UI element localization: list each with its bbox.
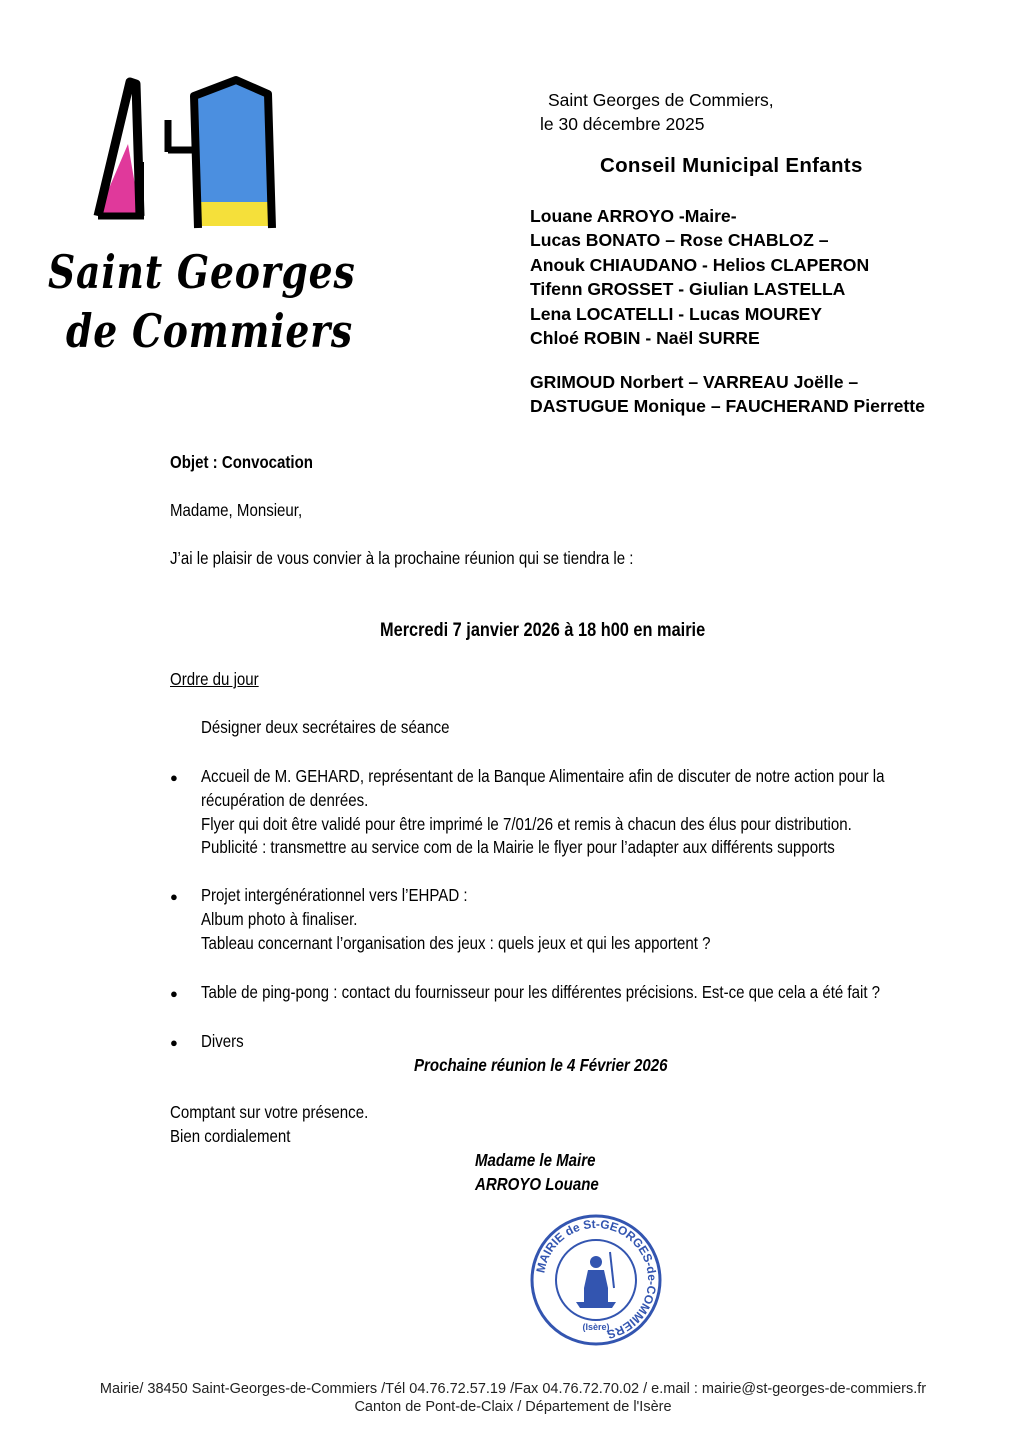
meeting-date: Mercredi 7 janvier 2026 à 18 h00 en mairie — [380, 620, 706, 641]
agenda-line: Publicité : transmettre au service com de la Mairie le flyer pour l’adapter aux différents supports — [201, 837, 835, 857]
bullet-icon: ● — [170, 986, 178, 1001]
stamp-text: MAIRIE de St-GEORGES-de-COMMIERS — [533, 1216, 660, 1342]
footer-contact: Mairie/ 38450 Saint-Georges-de-Commiers /Tél 04.76.72.57.19 /Fax 04.76.72.70.02 / e.mail : mairie@st-georges-de-commiers.fr — [99, 1381, 927, 1397]
logo-blue-shape — [196, 82, 268, 204]
letter-object: Objet : Convocation — [170, 452, 313, 472]
stamp-graphic — [528, 1212, 664, 1348]
stamp-figure — [576, 1252, 616, 1308]
letter-intro: J’ai le plaisir de vous convier à la prochaine réunion qui se tiendra le : — [170, 548, 634, 568]
signature-name: ARROYO Louane — [475, 1174, 599, 1194]
agenda-line: Tableau concernant l’organisation des jeux : quels jeux et qui les apportent ? — [201, 933, 711, 953]
footer-canton: Canton de Pont-de-Claix / Département de l'Isère — [354, 1399, 672, 1415]
agenda-line: Projet intergénérationnel vers l’EHPAD : — [201, 885, 468, 905]
bullet-icon: ● — [170, 770, 178, 785]
recipient-adults-list — [530, 370, 925, 419]
logo — [40, 70, 356, 360]
logo-text-line1: Saint Georges — [48, 245, 356, 299]
recipient-line: Chloé ROBIN - Naël SURRE — [530, 328, 760, 349]
recipient-line: Lucas BONATO – Rose CHABLOZ – — [530, 230, 829, 251]
agenda-line: Table de ping-pong : contact du fournisseur pour les différentes précisions. Est-ce que cela a été fait ? — [201, 982, 881, 1002]
logo-yellow-shape — [198, 202, 268, 226]
stamp-subtext: (Isère) — [582, 1322, 610, 1332]
recipient-line: Tifenn GROSSET - Giulian LASTELLA — [530, 279, 846, 300]
recipient-line: Lena LOCATELLI - Lucas MOUREY — [530, 303, 822, 324]
agenda-line: Flyer qui doit être validé pour être imprimé le 7/01/26 et remis à chacun des élus pour distribution. — [201, 814, 852, 834]
logo-text-line2: de Commiers — [66, 304, 353, 358]
letter-date: le 30 décembre 2025 — [540, 114, 705, 134]
agenda-title: Ordre du jour — [170, 669, 259, 689]
recipient-children-list — [530, 204, 869, 350]
official-stamp — [528, 1212, 664, 1348]
footer — [0, 1380, 1026, 1416]
next-meeting: Prochaine réunion le 4 Février 2026 — [414, 1055, 668, 1075]
bullet-icon: ● — [170, 889, 178, 904]
recipient-line: Louane ARROYO -Maire- — [530, 206, 737, 226]
letter-salutation: Madame, Monsieur, — [170, 500, 303, 520]
closing-line-2: Bien cordialement — [170, 1126, 291, 1146]
recipient-line: DASTUGUE Monique – FAUCHERAND Pierrette — [530, 396, 925, 417]
agenda-line: Accueil de M. GEHARD, représentant de la Banque Alimentaire afin de discuter de notre action pour la — [201, 766, 885, 786]
closing-line-1: Comptant sur votre présence. — [170, 1102, 369, 1122]
agenda-item-first: Désigner deux secrétaires de séance — [201, 717, 450, 737]
recipient-line: Anouk CHIAUDANO - Helios CLAPERON — [530, 254, 870, 275]
letter-place: Saint Georges de Commiers, — [548, 90, 774, 110]
bullet-icon: ● — [170, 1035, 178, 1050]
signature-title: Madame le Maire — [475, 1150, 596, 1170]
agenda-line: Album photo à finaliser. — [201, 909, 358, 929]
council-title: Conseil Municipal Enfants — [600, 154, 863, 177]
letter-place-date — [540, 88, 774, 136]
agenda-line: Divers — [201, 1031, 244, 1051]
agenda-line: récupération de denrées. — [201, 790, 369, 810]
recipient-line: GRIMOUD Norbert – VARREAU Joëlle – — [530, 372, 859, 392]
